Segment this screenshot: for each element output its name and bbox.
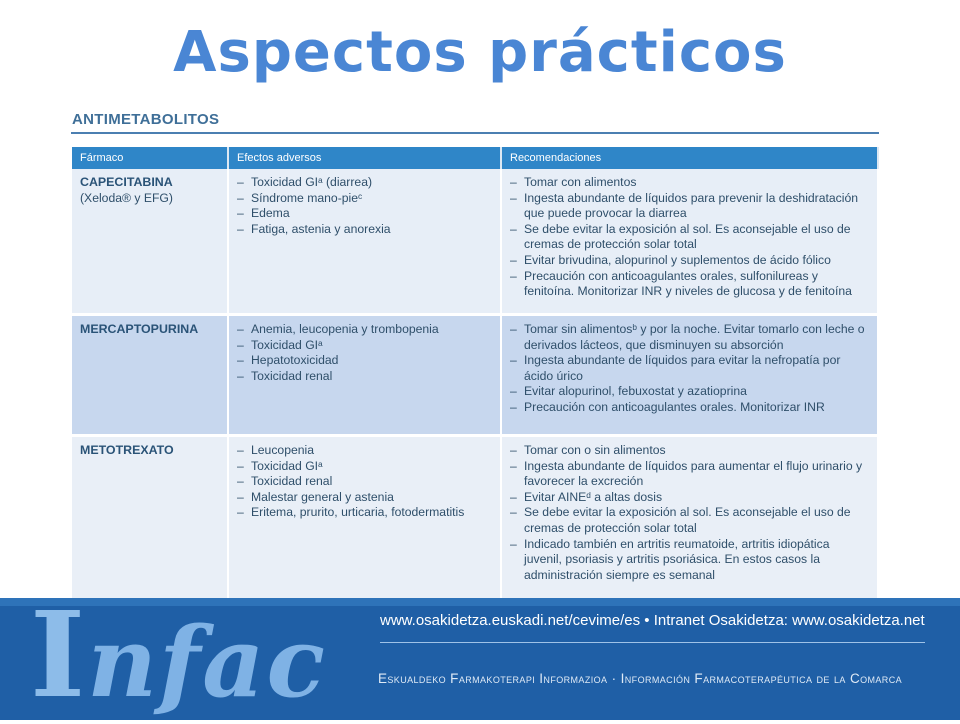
recommendation-item: – Se debe evitar la exposición al sol. Es aconsejable el uso de cremas de protección solar total <box>510 222 869 253</box>
effect-item: – Edema <box>237 206 492 222</box>
column-header-drug: Fármaco <box>72 147 228 169</box>
section-title: ANTIMETABOLITOS <box>72 111 220 128</box>
drug-name: CAPECITABINA <box>80 175 173 189</box>
drug-cell <box>72 436 228 621</box>
recommendation-item: – Se debe evitar la exposición al sol. Es aconsejable el uso de cremas de protección solar total <box>510 505 869 536</box>
effect-item: – Toxicidad renal <box>237 474 492 490</box>
slide-title: Aspectos prácticos <box>173 20 787 85</box>
effect-item: – Toxicidad GIᵃ <box>237 338 492 354</box>
footer-divider <box>380 642 925 643</box>
drug-brand: (Xeloda® y EFG) <box>80 190 173 205</box>
recommendation-item: – Precaución con anticoagulantes orales, sulfonilureas y fenitoína. Monitorizar INR y niveles de glucosa y de fenitoína <box>510 269 869 300</box>
column-header-effects: Efectos adversos <box>228 147 501 169</box>
effect-item: – Toxicidad GIᵃ <box>237 459 492 475</box>
recommendation-item: – Indicado también en artritis reumatoide, artritis idiopática juvenil, psoriasis y artritis psoriásica. En estos casos la administración siempre es semanal <box>510 537 869 584</box>
recommendation-item: – Tomar sin alimentosᵇ y por la noche. Evitar tomarlo con leche o derivados lácteos, que disminuyen su absorción <box>510 322 869 353</box>
effect-item: – Malestar general y astenia <box>237 490 492 506</box>
effects-cell <box>228 315 501 436</box>
infac-logo <box>30 585 327 724</box>
recommendation-item: – Evitar AINEᵈ a altas dosis <box>510 490 869 506</box>
effects-cell <box>228 169 501 315</box>
table-row <box>72 436 878 621</box>
effect-item: – Toxicidad renal <box>237 369 492 385</box>
recommendation-item: – Evitar brivudina, alopurinol y suplementos de ácido fólico <box>510 253 869 269</box>
table-header-row <box>72 147 878 169</box>
logo-initial: I <box>30 585 88 724</box>
effects-cell <box>228 436 501 621</box>
recommendation-item: – Ingesta abundante de líquidos para evitar la nefropatía por ácido úrico <box>510 353 869 384</box>
drug-table <box>72 147 879 622</box>
effect-item: – Eritema, prurito, urticaria, fotodermatitis <box>237 505 492 521</box>
footer-tagline: Eskualdeko Farmakoterapi Informazioa · Información Farmacoterapéutica de la Comarca <box>378 671 903 686</box>
logo-text: nfac <box>87 606 327 719</box>
effect-item: – Hepatotoxicidad <box>237 353 492 369</box>
recommendation-item: – Precaución con anticoagulantes orales. Monitorizar INR <box>510 400 869 416</box>
effect-item: – Toxicidad GIᵃ (diarrea) <box>237 175 492 191</box>
recommendation-item: – Ingesta abundante de líquidos para aumentar el flujo urinario y favorecer la excreción <box>510 459 869 490</box>
recommendations-cell <box>501 436 878 621</box>
recommendations-cell <box>501 169 878 315</box>
effect-item: – Fatiga, astenia y anorexia <box>237 222 492 238</box>
recommendations-cell <box>501 315 878 436</box>
footer-urls: www.osakidetza.euskadi.net/cevime/es • Intranet Osakidetza: www.osakidetza.net <box>380 612 925 629</box>
effect-item: – Anemia, leucopenia y trombopenia <box>237 322 492 338</box>
recommendation-item: – Ingesta abundante de líquidos para prevenir la deshidratación que puede provocar la diarrea <box>510 191 869 222</box>
section-divider <box>71 132 879 134</box>
effect-item: – Leucopenia <box>237 443 492 459</box>
table-row <box>72 169 878 315</box>
drug-name: METOTREXATO <box>80 443 174 457</box>
recommendation-item: – Tomar con o sin alimentos <box>510 443 869 459</box>
drug-cell <box>72 169 228 315</box>
effect-item: – Síndrome mano-pieᶜ <box>237 191 492 207</box>
column-header-recommendations: Recomendaciones <box>501 147 878 169</box>
table-row <box>72 315 878 436</box>
drug-cell <box>72 315 228 436</box>
recommendation-item: – Tomar con alimentos <box>510 175 869 191</box>
recommendation-item: – Evitar alopurinol, febuxostat y azatioprina <box>510 384 869 400</box>
drug-name: MERCAPTOPURINA <box>80 322 199 336</box>
